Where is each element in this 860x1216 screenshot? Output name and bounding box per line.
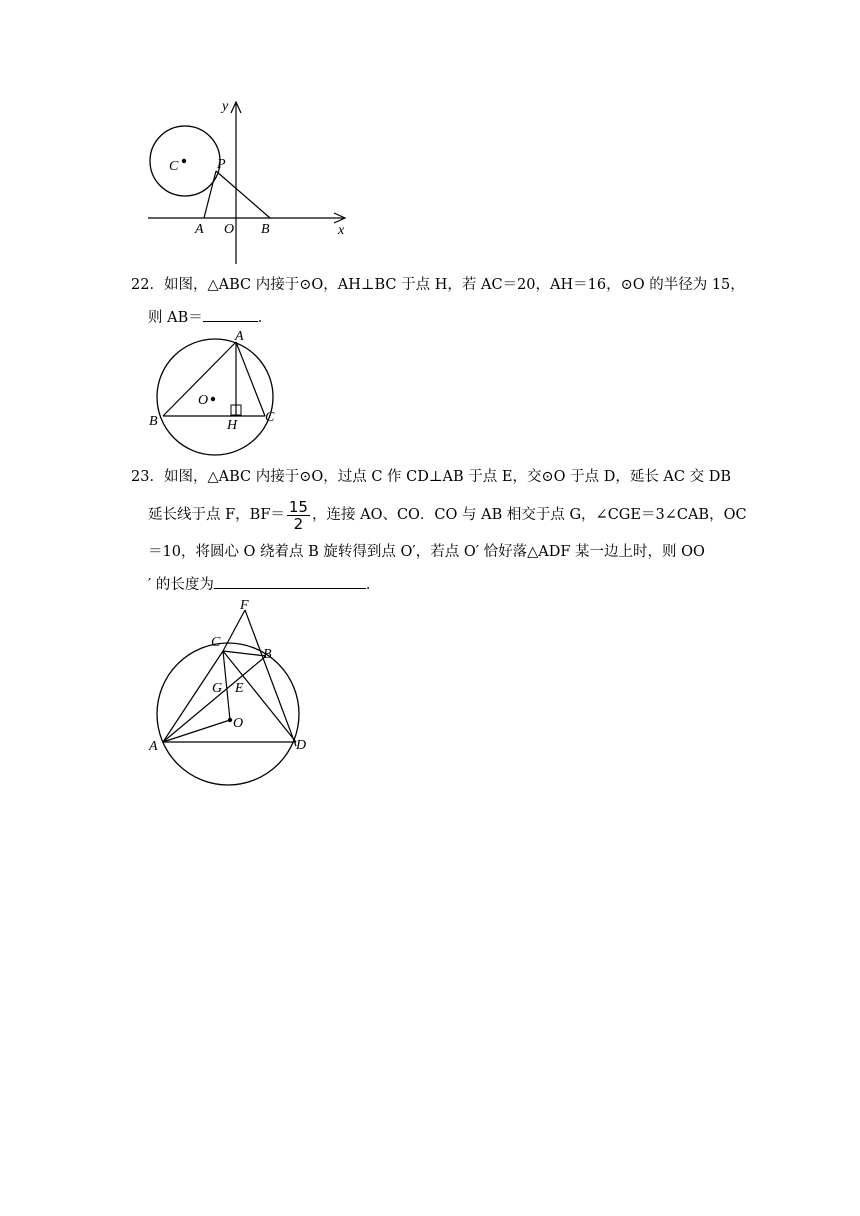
label-b: B: [261, 222, 270, 237]
q23-line1: 23．如图，△ABC 内接于⊙O，过点 C 作 CD⊥AB 于点 E，交⊙O 于点 D，延长 AC 交 DB: [131, 469, 731, 485]
label-c: C: [211, 635, 221, 650]
center-o-dot: [211, 397, 215, 401]
label-f: F: [240, 598, 249, 613]
label-p: P: [217, 157, 226, 172]
fraction-numerator: 15: [288, 497, 308, 516]
q23-answer-blank[interactable]: [214, 574, 366, 589]
label-a: A: [235, 329, 244, 344]
center-c-dot: [182, 159, 186, 163]
label-o: O: [233, 716, 244, 731]
q22-line2-post: ．: [257, 310, 273, 326]
figure-circle-quadrilateral: [145, 596, 325, 796]
q23-line3: ＝10，将圆心 O 绕着点 B 旋转得到点 O′，若点 O′ 恰好落△ADF 某一边上时，则 OO: [148, 544, 705, 560]
label-d: D: [296, 738, 307, 753]
circle-o: [157, 643, 299, 785]
segment-co: [223, 651, 230, 720]
q23-line2-pre: 延长线于点 F，BF＝: [148, 507, 285, 523]
q23-line4-post: ．: [365, 577, 381, 593]
segment-ab: [163, 656, 266, 742]
q22-line2-pre: 则 AB＝: [148, 310, 203, 326]
label-e: E: [235, 681, 244, 696]
label-g: G: [212, 681, 223, 696]
label-o: O: [198, 393, 209, 408]
label-c: C: [169, 159, 179, 174]
label-b: B: [149, 414, 158, 429]
center-o-dot: [228, 718, 232, 722]
figure-circle-quadrilateral-svg: [145, 596, 325, 796]
segment-ac: [163, 651, 223, 742]
segment-fd: [245, 610, 296, 746]
segment-ap: [204, 171, 216, 218]
figure-inscribed-triangle: [145, 328, 285, 458]
label-o: O: [224, 222, 235, 237]
label-b: B: [263, 647, 272, 662]
segment-cb: [223, 651, 266, 656]
q22-line1: 22．如图，△ABC 内接于⊙O，AH⊥BC 于点 H，若 AC＝20，AH＝16，⊙O 的半径为 15，: [131, 277, 745, 293]
segment-ao: [163, 720, 230, 742]
q23-line4-pre: ′ 的长度为: [148, 577, 214, 593]
label-y: y: [222, 99, 229, 114]
circle-o: [157, 339, 273, 455]
q23-line2: [131, 494, 747, 536]
fraction-denominator: 2: [293, 514, 304, 533]
figure-inscribed-triangle-svg: [145, 328, 285, 458]
q23-line2-post: ，连接 AO、CO．CO 与 AB 相交于点 G，∠CGE＝3∠CAB，OC: [311, 507, 747, 523]
question-23: [131, 461, 747, 602]
figure-coordinate-circle-svg: [140, 96, 360, 268]
label-c: C: [265, 410, 275, 425]
label-a: A: [149, 739, 158, 754]
label-a: A: [195, 222, 204, 237]
q22-answer-blank[interactable]: [203, 307, 258, 322]
figure-coordinate-circle: [140, 96, 360, 268]
label-h: H: [227, 418, 238, 433]
question-22: [131, 269, 745, 335]
segment-pb: [216, 171, 270, 218]
fraction-bf: [287, 499, 310, 532]
label-x: x: [338, 223, 345, 238]
